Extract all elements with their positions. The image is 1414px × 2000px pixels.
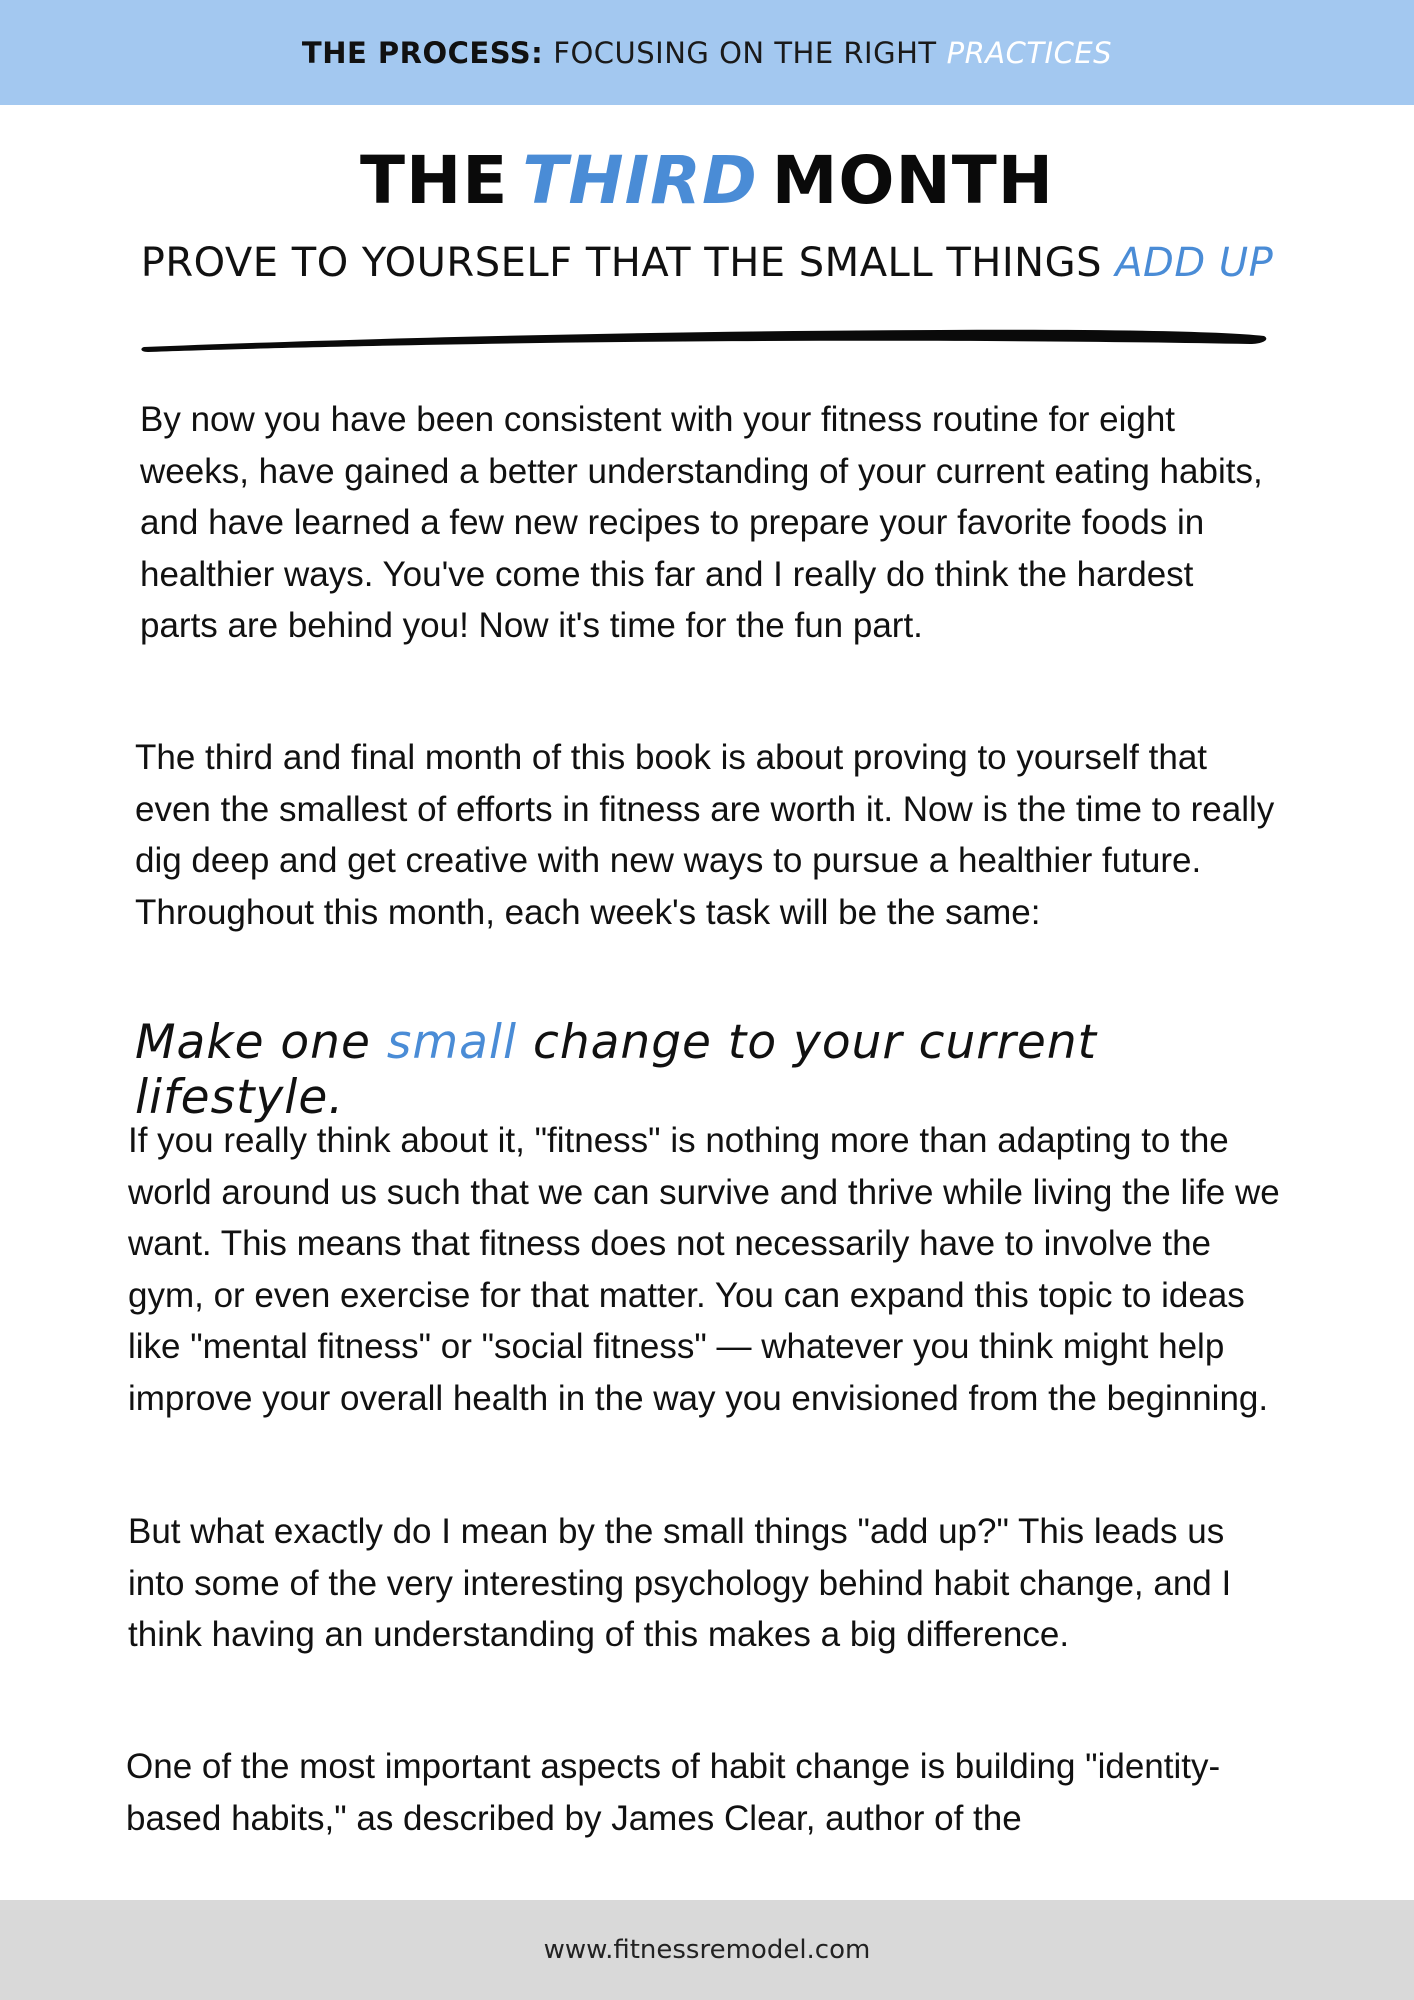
header-label-plain: FOCUSING ON THE RIGHT: [553, 35, 937, 70]
title-accent: THIRD: [522, 142, 758, 219]
section-header-banner: [0, 0, 1414, 105]
callout-tagline: [135, 1015, 1315, 1125]
body-paragraph-4: But what exactly do I mean by the small things "add up?" This leads us into some of the very interesting psychology behind habit change, and I think having an understanding of this makes a big difference.: [128, 1512, 1232, 1654]
page-title: [0, 142, 1414, 219]
header-label-accent: PRACTICES: [946, 35, 1113, 70]
title-pre: THE: [359, 142, 509, 219]
page-footer: [0, 1900, 1414, 2000]
title-post: MONTH: [771, 142, 1055, 219]
tagline-accent: small: [386, 1015, 518, 1070]
tagline-pre: Make one: [135, 1015, 371, 1070]
body-paragraph-2: The third and final month of this book is about proving to yourself that even the smallest of efforts in fitness are worth it. Now is the time to really dig deep and get creative with new ways to pursue a healthier future. Throughout this month, each week's task will be the same:: [135, 738, 1275, 932]
tagline-post: change to your current lifestyle.: [135, 1015, 1098, 1125]
brush-stroke-divider: [140, 325, 1270, 355]
page-subtitle: [0, 240, 1414, 286]
footer-url: www.fitnessremodel.com: [543, 1935, 871, 1965]
subtitle-accent: ADD UP: [1115, 240, 1274, 286]
body-paragraph-5: One of the most important aspects of habit change is building "identity-based habits," as described by James Clear, author of the: [126, 1747, 1221, 1838]
body-paragraph-1: By now you have been consistent with your fitness routine for eight weeks, have gained a better understanding of your current eating habits, and have learned a few new recipes to prepare your favorite foods in healthier ways. You've come this far and I really do think the hardest parts are behind you! Now it's time for the fun part.: [140, 400, 1263, 645]
header-label-bold: THE PROCESS:: [301, 35, 544, 70]
subtitle-main: PROVE TO YOURSELF THAT THE SMALL THINGS: [140, 240, 1102, 286]
body-paragraph-3: If you really think about it, "fitness" is nothing more than adapting to the world around us such that we can survive and thrive while living the life we want. This means that fitness does not necessarily have to involve the gym, or even exercise for that matter. You can expand this topic to ideas like "mental fitness" or "social fitness" — whatever you think might help improve your overall health in the way you envisioned from the beginning.: [128, 1121, 1280, 1418]
